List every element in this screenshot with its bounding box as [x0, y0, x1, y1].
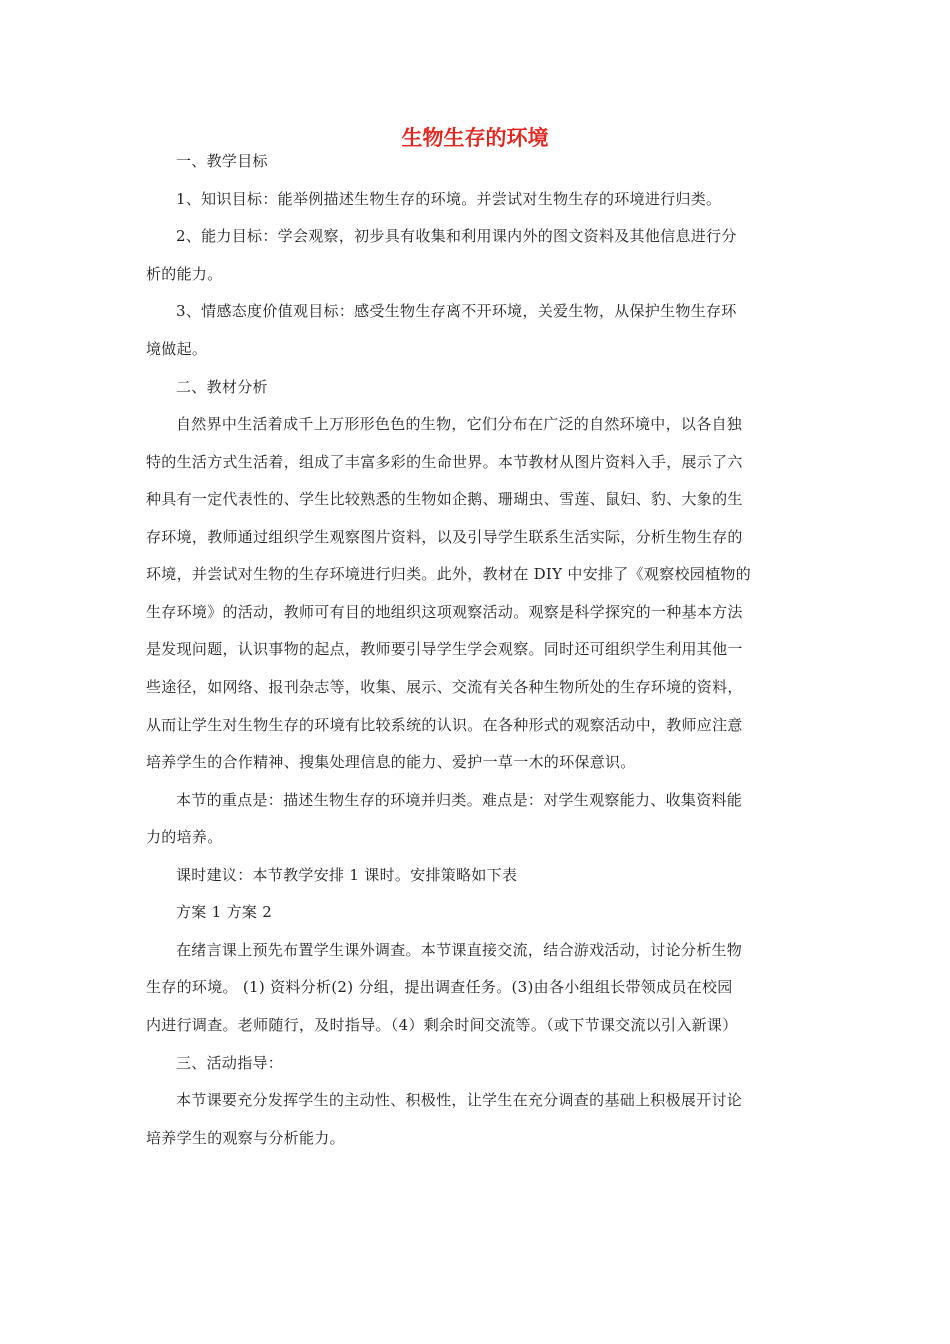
paragraph-line: 环境，并尝试对生物的生存环境进行归类。此外，教材在 DIY 中安排了《观察校园植物的 [146, 565, 751, 583]
section-heading-2: 二、教材分析 [176, 378, 268, 396]
paragraph-line: 自然界中生活着成千上万形形色色的生物，它们分布在广泛的自然环境中，以各自独 [176, 415, 743, 433]
goal-2-line-1: 2、能力目标：学会观察，初步具有收集和利用课内外的图文资料及其他信息进行分 [176, 227, 737, 245]
paragraph-line: 培养学生的观察与分析能力。 [146, 1129, 345, 1147]
goal-3-line-2: 境做起。 [146, 340, 208, 358]
paragraph-line: 本节的重点是：描述生物生存的环境并归类。难点是：对学生观察能力、收集资料能 [176, 791, 743, 809]
paragraph-line: 从而让学生对生物生存的环境有比较系统的认识。在各种形式的观察活动中，教师应注意 [146, 716, 743, 734]
paragraph-line: 内进行调查。老师随行，及时指导。（4）剩余时间交流等。（或下节课交流以引入新课） [146, 1016, 738, 1034]
paragraph-line: 课时建议：本节教学安排 1 课时。安排策略如下表 [176, 866, 518, 884]
goal-3-line-1: 3、情感态度价值观目标：感受生物生存离不开环境，关爱生物，从保护生物生存环 [176, 302, 737, 320]
paragraph-line: 生存的环境。 (1) 资料分析(2) 分组，提出调查任务。(3)由各小组组长带领成员在校园 [146, 978, 733, 996]
paragraph-line: 生存环境》的活动，教师可有目的地组织这项观察活动。观察是科学探究的一种基本方法 [146, 603, 743, 621]
section-heading-1: 一、教学目标 [176, 152, 268, 170]
section-heading-3: 三、活动指导： [176, 1054, 284, 1072]
paragraph-line: 些途径，如网络、报刊杂志等，收集、展示、交流有关各种生物所处的生存环境的资料， [146, 678, 743, 696]
paragraph-line: 本节课要充分发挥学生的主动性、积极性，让学生在充分调查的基础上积极展开讨论 [176, 1091, 743, 1109]
goal-2-line-2: 析的能力。 [146, 265, 223, 283]
paragraph-line: 培养学生的合作精神、搜集处理信息的能力、爱护一草一木的环保意识。 [146, 753, 636, 771]
paragraph-line: 存环境，教师通过组织学生观察图片资料，以及引导学生联系生活实际，分析生物生存的 [146, 528, 743, 546]
paragraph-line: 是发现问题，认识事物的起点，教师要引导学生学会观察。同时还可组织学生利用其他一 [146, 640, 743, 658]
paragraph-line: 力的培养。 [146, 828, 223, 846]
paragraph-line: 特的生活方式生活着，组成了丰富多彩的生命世界。本节教材从图片资料入手，展示了六 [146, 453, 743, 471]
page-title: 生物生存的环境 [401, 126, 549, 150]
paragraph-line: 在绪言课上预先布置学生课外调查。本节课直接交流，结合游戏活动，讨论分析生物 [176, 941, 743, 959]
goal-1: 1、知识目标：能举例描述生物生存的环境。并尝试对生物生存的环境进行归类。 [176, 190, 722, 208]
paragraph-line: 种具有一定代表性的、学生比较熟悉的生物如企鹅、珊瑚虫、雪莲、鼠妇、豹、大象的生 [146, 490, 743, 508]
paragraph-line: 方案 1 方案 2 [176, 903, 273, 921]
